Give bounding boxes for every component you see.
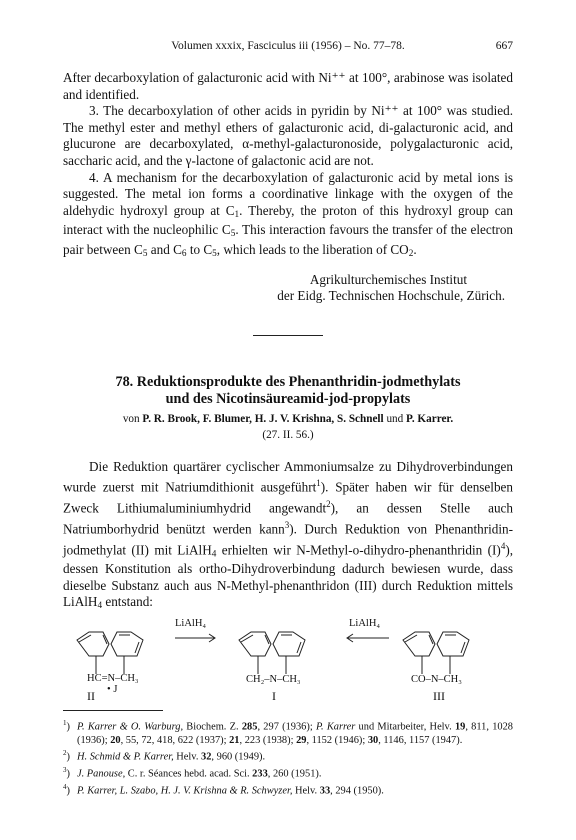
journal-citation: Volumen xxxix, Fasciculus iii (1956) – No. 77–78. <box>171 40 405 52</box>
compound-III-label: III <box>433 688 445 703</box>
structure-III <box>403 632 469 674</box>
author-name: S. Schnell <box>337 412 384 425</box>
footnote-1: $^1$) P. Karrer & O. Warburg, Biochem. Z. 285, 297 (1936); P. Karrer und Mitarbeiter, Helv. 19, 811, 1028 (1936); 20, 55, 72, 418, 622 (1937); 21, 223 (1938); 29, 1152 (1946); 30, 1146, 1157 (1947). <box>63 718 513 746</box>
summary-paragraph-3: 3. The decarboxylation of other acids in pyridin by Ni⁺⁺ at 100° was studied. The methyl ester and methyl ethers of galacturonic acid, di-galacturonic acid, and glucurone are decarboxylated, α-methyl-galacturonoside, polygalacturonic acid, saccharic acid, and the γ-lactone of galactonic acid are not. <box>63 103 513 168</box>
footnote-rule <box>63 710 163 711</box>
compound-III-group: CO–N–CH₃ <box>411 673 462 685</box>
author-name: F. Blumer, <box>202 412 252 425</box>
author-name: P. R. Brook, <box>142 412 200 425</box>
section-divider <box>253 335 323 336</box>
received-date: (27. II. 56.) <box>262 428 314 441</box>
compound-I-group: CH₂–N–CH₃ <box>246 673 301 685</box>
reagent-label-2: LiAlH₄ <box>349 617 381 629</box>
phenanthridine-structures-drawing <box>63 618 513 708</box>
article-title <box>63 374 513 408</box>
reaction-scheme <box>63 618 513 708</box>
article-title-line-2: und des Nicotinsäureamid-jod-propylats <box>165 390 411 407</box>
compound-I-label: I <box>272 688 276 703</box>
summary-paragraph-4: 4. A mechanism for the decarboxylation of galacturonic acid by metal ions is suggested. The metal ion forms a coordinative linkage with the oxygen of the aldehydic hydroxyl group at $C_1$. Thereby, the proton of this hydroxyl group can interact with the nucleophilic $C_5$. This interaction favours the transfer of the electron pair between $C_5$ and $C_6$ to $C_5$, which leads to the liberation of $CO_2$. <box>63 169 514 258</box>
structure-II <box>77 632 143 674</box>
author-name: H. J. V. Krishna, <box>254 412 335 425</box>
running-header <box>63 40 513 58</box>
affiliation <box>63 272 513 305</box>
compound-II-group: HC=N–CH₃ <box>87 672 139 684</box>
summary-paragraph-2: After decarboxylation of galacturonic acid with Ni⁺⁺ at 100°, arabinose was isolated and identified. <box>63 70 513 102</box>
page-number: 667 <box>495 40 513 52</box>
article-title-line-1: 78. Reduktionsprodukte des Phenanthridin-jodmethylats <box>115 373 461 390</box>
footnotes <box>63 717 513 799</box>
structure-I <box>239 632 305 674</box>
footnote-2: $^2$) H. Schmid & P. Karrer, Helv. 32, 960 (1949). <box>63 749 266 763</box>
footnote-4: $^4$) P. Karrer, L. Szabo, H. J. V. Krishna & R. Schwyzer, Helv. 33, 294 (1950). <box>63 783 384 797</box>
affiliation-school: der Eidg. Technischen Hochschule, Zürich. <box>277 288 505 304</box>
preceding-article-summary <box>63 70 513 262</box>
reagent-label-1: LiAlH₄ <box>175 617 207 629</box>
author-line: von P. R. Brook, F. Blumer, H. J. V. Krishna, S. Schnell und P. Karrer. <box>122 412 454 425</box>
journal-page <box>63 40 513 798</box>
footnote-3: $^3$) J. Panouse, C. r. Séances hebd. acad. Sci. 233, 260 (1951). <box>63 766 322 780</box>
article-body-paragraph: Die Reduktion quartärer cyclischer Ammoniumsalze zu Dihydroverbindungen wurde zuerst mit Natriumdithionit ausgeführt$^1$). Später haben wir für denselben Zweck Lithiumaluminiumhydrid angewandt$^2$), an dessen Stelle auch Natriumborhydrid benützt werden kann$^3$). Durch Reduktion von Phenanthridin-jodmethylat (II) mit LiAlH$_4$ erhielten wir N-Methyl-o-dihydro-phenanthridin $(I)^4$), dessen Konstitution als ortho-Dihydroverbindung dadurch bewiesen wurde, dass dieselbe Substanz auch aus N-Methyl-phenanthridon (III) durch Reduktion mittels LiAlH$_4$ entstand: <box>63 458 514 611</box>
compound-II-label: II <box>87 688 95 703</box>
author-name: P. Karrer. <box>406 412 454 425</box>
affiliation-institute: Agrikulturchemisches Institut <box>309 271 467 287</box>
compound-II-counterion: • J <box>107 683 118 695</box>
